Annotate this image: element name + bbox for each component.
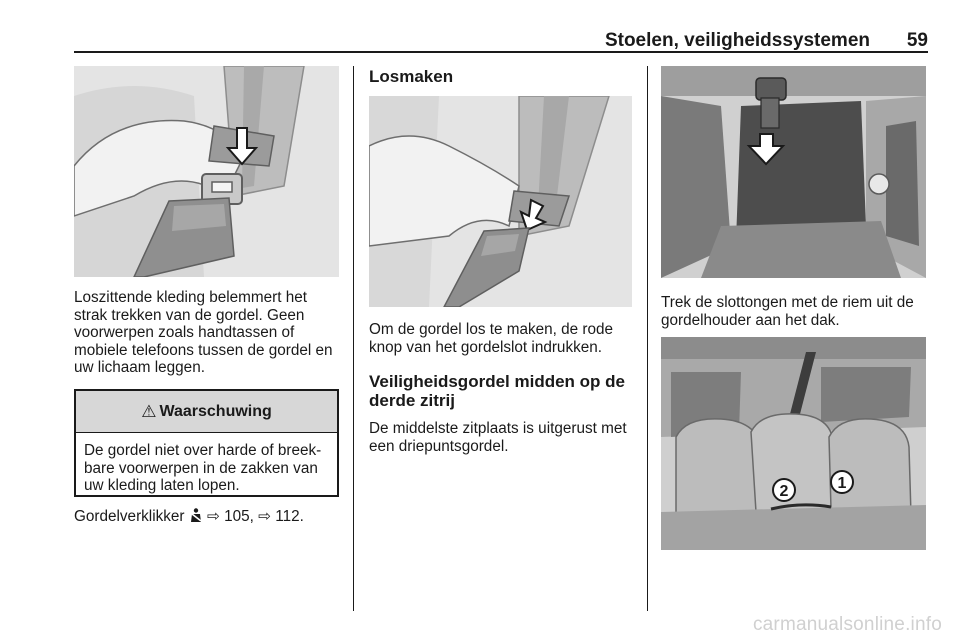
paragraph-pull-latch-plates: Trek de slottongen met de riem uit de gordelhouder aan het dak. [661,294,914,329]
page-header-title: Stoelen, veiligheidssystemen [604,30,870,51]
section-heading-losmaken: Losmaken [369,67,454,86]
figure-roof-belt-holder [661,66,926,278]
header-rule [74,51,928,53]
paragraph-loose-clothing: Loszittende kleding belemmert het strak trekken van de gordel. Geen voorwerpen zoals handtassen of mobiele telefoons tussen de gordel en uw lichaam leggen. [74,289,333,377]
section-heading-middle-seat-belt: Veiligheidsgordel midden op de derde zitrij [369,372,625,410]
figure-third-row-seats [661,337,926,550]
footer-watermark[interactable]: carmanualsonline.info [752,614,942,635]
page-ref-link-105[interactable]: 105, [224,508,254,525]
paragraph-release-instruction: Om de gordel los te maken, de rode knop van het gordelslot indrukken. [369,321,614,356]
page-number: 59 [906,30,928,51]
paragraph-three-point-belt: De middelste zitplaats is uitgerust met een driepuntsgordel. [369,420,627,455]
figure-release-belt [369,96,632,307]
seatbelt-reminder-icon [189,508,203,523]
column-divider-left [353,66,354,611]
reference-line [74,508,344,526]
page-ref-arrow-icon: ⇨ [258,508,271,525]
page-ref-link-112[interactable]: 112. [275,508,304,525]
warning-box [74,389,339,497]
reference-label: Gordelverklikker [74,508,185,525]
page-ref-arrow-icon: ⇨ [207,508,220,525]
callout-1: 1 [837,475,847,492]
figure-fastening-belt [74,66,339,277]
warning-text: De gordel niet over harde of breekbare voorwerpen in de zakken van uw kleding laten lopen. [84,442,322,495]
column-divider-right [647,66,648,611]
warning-triangle-icon: ⚠ [141,401,157,421]
warning-header [76,391,337,433]
callout-2: 2 [779,483,789,500]
warning-title: Waarschuwing [159,402,272,420]
